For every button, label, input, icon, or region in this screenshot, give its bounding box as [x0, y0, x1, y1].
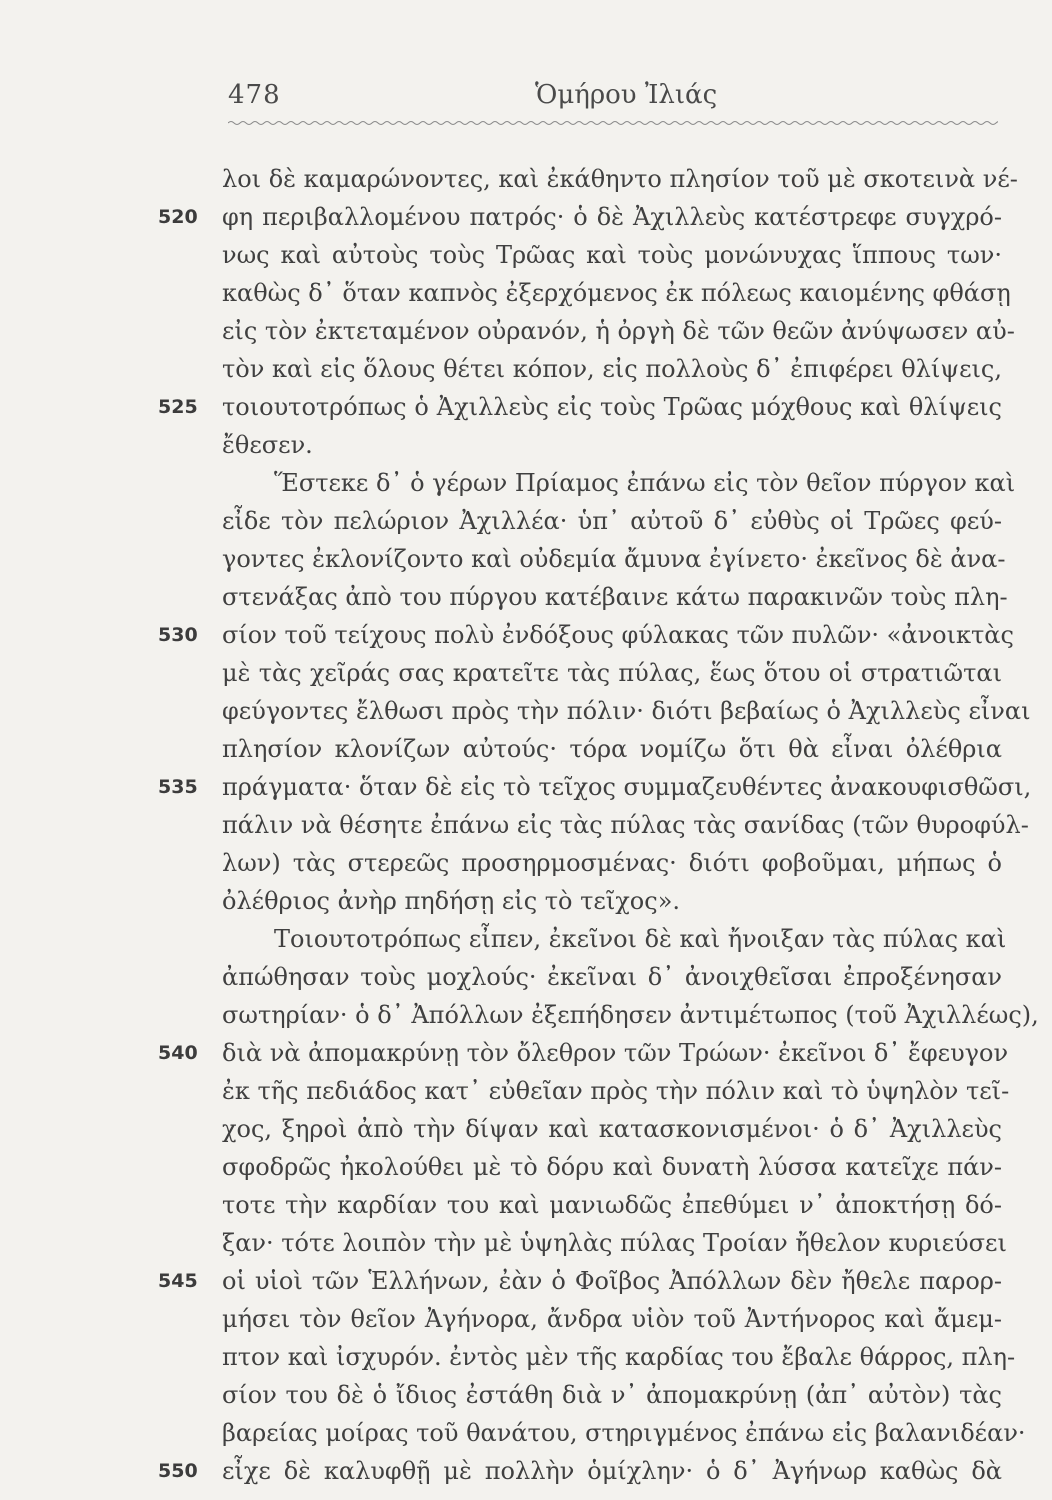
text-line: διὰ νὰ ἀπομακρύνῃ τὸν ὄλεθρον τῶν Τρώων· ἐκεῖνοι δ᾽ ἔφευγον	[222, 1039, 1009, 1067]
text-line: χος, ξηροὶ ἀπὸ τὴν δίψαν καὶ κατασκονισμένοι· ὁ δ᾽ Ἀχιλλεὺς	[222, 1115, 1002, 1143]
line-number: 525	[158, 396, 198, 418]
text-line: σφοδρῶς ἠκολούθει μὲ τὸ δόρυ καὶ δυνατὴ λύσσα κατεῖχε πάν-	[222, 1153, 1002, 1181]
header-wavy-rule	[228, 120, 998, 126]
running-title: Ὁμήρου Ἰλιάς	[535, 80, 718, 110]
text-line: πάλιν νὰ θέσητε ἐπάνω εἰς τὰς πύλας τὰς σανίδας (τῶν θυροφύλ-	[222, 811, 1029, 839]
text-line: ἐκ τῆς πεδιάδος κατ᾽ εὐθεῖαν πρὸς τὴν πόλιν καὶ τὸ ὑψηλὸν τεῖ-	[222, 1077, 1010, 1105]
text-line: μήσει τὸν θεῖον Ἀγήνορα, ἄνδρα υἱὸν τοῦ Ἀντήνορος καὶ ἄμεμ-	[222, 1305, 1002, 1333]
line-number: 520	[158, 206, 198, 228]
line-number: 540	[158, 1042, 198, 1064]
text-line: μὲ τὰς χεῖράς σας κρατεῖτε τὰς πύλας, ἕως ὅτου οἱ στρατιῶται	[222, 659, 1002, 687]
text-line: τὸν καὶ εἰς ὅλους θέτει κόπον, εἰς πολλοὺς δ᾽ ἐπιφέρει θλίψεις,	[222, 355, 1002, 383]
text-line: Ἕστεκε δ᾽ ὁ γέρων Πρίαμος ἐπάνω εἰς τὸν θεῖον πύργον καὶ	[274, 469, 1016, 497]
text-line: καθὼς δ᾽ ὅταν καπνὸς ἐξερχόμενος ἐκ πόλεως καιομένης φθάσῃ	[222, 279, 1011, 307]
text-line: εἰς τὸν ἐκτεταμένον οὐρανόν, ἡ ὀργὴ δὲ τῶν θεῶν ἀνύψωσεν αὐ-	[222, 317, 1015, 345]
text-line: λοι δὲ καμαρώνοντες, καὶ ἐκάθηντο πλησίον τοῦ μὲ σκοτεινὰ νέ-	[222, 165, 1018, 193]
text-line: ἔθεσεν.	[222, 431, 313, 459]
text-line: τοιουτοτρόπως ὁ Ἀχιλλεὺς εἰς τοὺς Τρῶας μόχθους καὶ θλίψεις	[222, 393, 1002, 421]
text-line: εἶδε τὸν πελώριον Ἀχιλλέα· ὑπ᾽ αὐτοῦ δ᾽ εὐθὺς οἱ Τρῶες φεύ-	[222, 507, 1002, 535]
text-line: οἱ υἱοὶ τῶν Ἑλλήνων, ἐὰν ὁ Φοῖβος Ἀπόλλων δὲν ἤθελε παρορ-	[222, 1267, 1002, 1295]
line-number: 550	[158, 1460, 198, 1482]
text-line: σίον τοῦ τείχους πολὺ ἐνδόξους φύλακας τῶν πυλῶν· «ἀνοικτὰς	[222, 621, 1014, 649]
line-number: 545	[158, 1270, 198, 1292]
page-number: 478	[228, 80, 281, 110]
text-line: εἶχε δὲ καλυφθῇ μὲ πολλὴν ὁμίχλην· ὁ δ᾽ Ἀγήνωρ καθὼς δὰ	[222, 1457, 1002, 1485]
text-line: νως καὶ αὐτοὺς τοὺς Τρῶας καὶ τοὺς μονώνυχας ἵππους των·	[222, 241, 1002, 269]
line-number: 530	[158, 624, 198, 646]
text-line: πτον καὶ ἰσχυρόν. ἐντὸς μὲν τῆς καρδίας του ἔβαλε θάρρος, πλη-	[222, 1343, 1016, 1371]
text-line: ξαν· τότε λοιπὸν τὴν μὲ ὑψηλὰς πύλας Τροίαν ἤθελον κυριεύσει	[222, 1229, 1007, 1257]
page-header	[0, 80, 1052, 120]
text-line: ἀπώθησαν τοὺς μοχλούς· ἐκεῖναι δ᾽ ἀνοιχθεῖσαι ἐπροξένησαν	[222, 963, 1002, 991]
text-line: Τοιουτοτρόπως εἶπεν, ἐκεῖνοι δὲ καὶ ἤνοιξαν τὰς πύλας καὶ	[274, 925, 1007, 953]
text-line: τοτε τὴν καρδίαν του καὶ μανιωδῶς ἐπεθύμει ν᾽ ἀποκτήσῃ δό-	[222, 1191, 1002, 1219]
body-text	[222, 160, 1039, 1490]
text-line: βαρείας μοίρας τοῦ θανάτου, στηριγμένος ἐπάνω εἰς βαλανιδέαν·	[222, 1419, 1026, 1447]
line-number: 535	[158, 776, 198, 798]
text-line: ὀλέθριος ἀνὴρ πηδήσῃ εἰς τὸ τεῖχος».	[222, 887, 681, 915]
text-line: γοντες ἐκλονίζοντο καὶ οὐδεμία ἄμυνα ἐγίνετο· ἐκεῖνος δὲ ἀνα-	[222, 545, 1006, 573]
text-line: πράγματα· ὅταν δὲ εἰς τὸ τεῖχος συμμαζευθέντες ἀνακουφισθῶσι,	[222, 773, 1032, 801]
text-line: φη περιβαλλομένου πατρός· ὁ δὲ Ἀχιλλεὺς κατέστρεφε συγχρό-	[222, 203, 1002, 231]
text-line: λων) τὰς στερεῶς προσηρμοσμένας· διότι φοβοῦμαι, μήπως ὁ	[222, 849, 1002, 877]
text-line: στενάξας ἀπὸ του πύργου κατέβαινε κάτω παρακινῶν τοὺς πλη-	[222, 583, 1008, 611]
text-line: πλησίον κλονίζων αὐτούς· τόρα νομίζω ὅτι θὰ εἶναι ὀλέθρια	[222, 735, 1002, 763]
text-line: σωτηρίαν· ὁ δ᾽ Ἀπόλλων ἐξεπήδησεν ἀντιμέτωπος (τοῦ Ἀχιλλέως),	[222, 1001, 1039, 1029]
text-line: σίον του δὲ ὁ ἴδιος ἐστάθη διὰ ν᾽ ἀπομακρύνῃ (ἀπ᾽ αὐτὸν) τὰς	[222, 1381, 1002, 1409]
text-line: φεύγοντες ἔλθωσι πρὸς τὴν πόλιν· διότι βεβαίως ὁ Ἀχιλλεὺς εἶναι	[222, 697, 1031, 725]
